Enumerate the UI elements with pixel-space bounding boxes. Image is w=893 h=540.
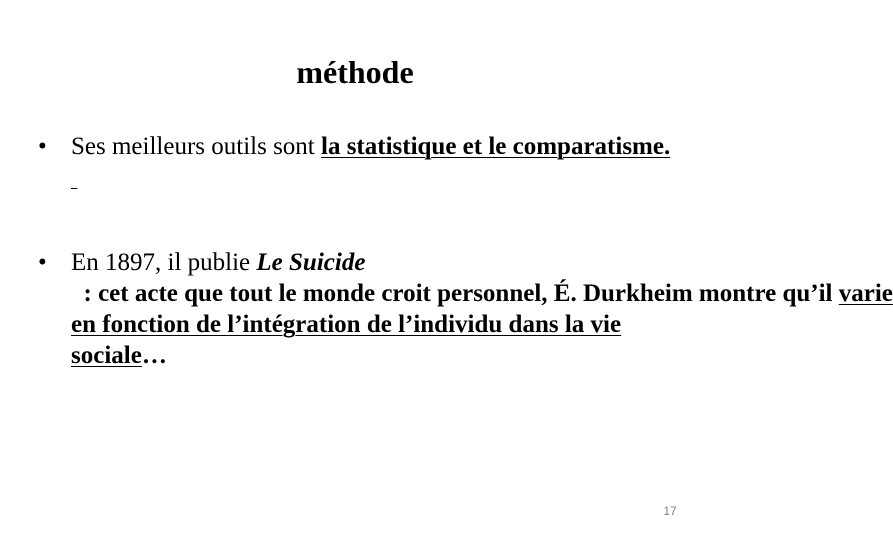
- page-number: 17: [663, 504, 677, 518]
- bullet-icon: •: [38, 249, 47, 276]
- bullet-item-suicide: [36, 247, 893, 371]
- bullet-bold-text: : cet acte que tout le monde croit personnel, É. Durkheim montre qu’il: [71, 280, 839, 307]
- bullet-list: [36, 131, 893, 371]
- slide-title: méthode: [296, 54, 414, 90]
- bullet-emphasis: varie en fonction de l’intégration de l’individu dans la vie sociale: [71, 280, 893, 369]
- bullet-text: En 1897, il publie: [71, 249, 257, 276]
- bullet-text: Ses meilleurs outils sont: [71, 133, 321, 160]
- bullet-item-outils: [36, 131, 676, 193]
- bullet-ellipsis: …: [141, 342, 167, 369]
- book-title: Le Suicide: [256, 249, 366, 276]
- bullet-emphasis: la statistique et le comparatisme.: [321, 133, 671, 160]
- bullet-underline-space: [71, 164, 77, 191]
- bullet-icon: •: [38, 133, 47, 160]
